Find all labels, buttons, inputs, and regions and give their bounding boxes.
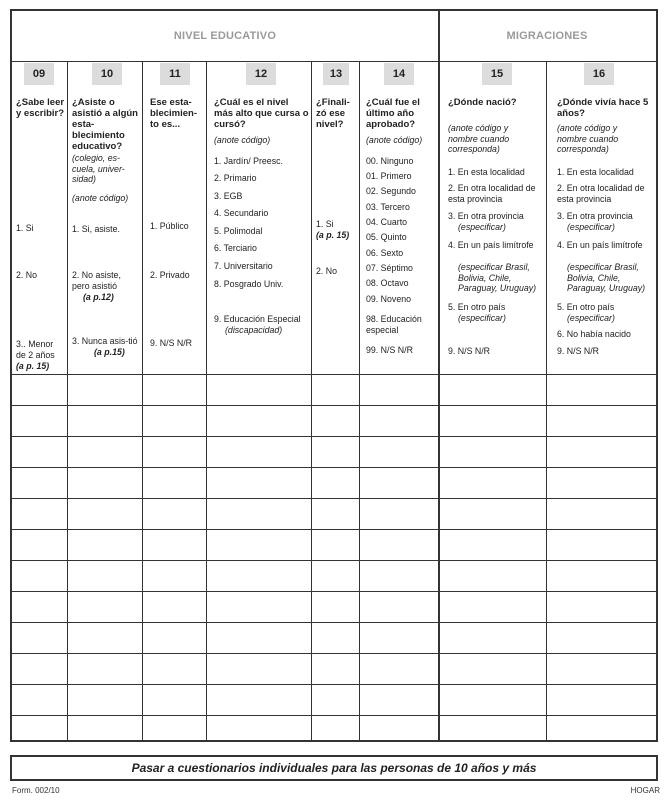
answer-row-line (12, 467, 656, 468)
option-14-05: 05. Quinto (366, 232, 407, 242)
header-divider (12, 61, 656, 62)
answer-row-line (12, 591, 656, 592)
option-14-98: 98. Educación especial (366, 314, 422, 335)
note-16-code: (anote código y nombre cuando corresponda) (557, 123, 619, 154)
option-14-07: 07. Séptimo (366, 263, 413, 273)
option-10-3: 3. Nunca asis-tió (72, 336, 138, 346)
option-12-1: 1. Jardín/ Preesc. (214, 156, 283, 166)
note-12-code: (anote código) (214, 135, 271, 145)
option-14-06: 06. Sexto (366, 248, 404, 258)
option-09-3: 3.. Menor de 2 años (16, 339, 55, 360)
skip-note-10-3: (a p.15) (94, 347, 125, 357)
column-divider (546, 61, 547, 740)
option-12-4: 4. Secundario (214, 208, 269, 218)
note-15-3: (especificar) (458, 222, 506, 232)
option-14-00: 00. Ninguno (366, 156, 414, 166)
option-11-1: 1. Público (150, 221, 189, 231)
note-15-code: (anote código y nombre cuando corresponda) (448, 123, 510, 154)
option-15-5: 5. En otro país (448, 302, 506, 312)
note-14-code: (anote código) (366, 135, 423, 145)
form-label: HOGAR (630, 786, 660, 795)
question-number-12: 12 (246, 63, 276, 85)
option-14-08: 08. Octavo (366, 278, 409, 288)
option-15-3: 3. En otra provincia (448, 211, 524, 221)
note-15-4: (especificar Brasil, Bolivia, Chile, Paraguay, Uruguay) (458, 262, 537, 293)
question-12: ¿Cuál es el nivel más alto que cursa o cursó? (214, 97, 309, 130)
instruction-banner: Pasar a cuestionarios individuales para las personas de 10 años y más (10, 755, 658, 781)
question-16: ¿Dónde vivía hace 5 años? (557, 97, 649, 119)
column-divider (142, 61, 143, 740)
answer-row-line (12, 529, 656, 530)
answer-row-line (12, 498, 656, 499)
option-12-8: 8. Posgrado Univ. (214, 279, 284, 289)
note-16-3: (especificar) (567, 222, 615, 232)
option-15-2: 2. En otra localidad de esta provincia (448, 183, 536, 204)
option-14-99: 99. N/S N/R (366, 345, 413, 355)
option-16-3: 3. En otra provincia (557, 211, 633, 221)
question-15: ¿Dónde nació? (448, 97, 517, 108)
answer-row-line (12, 715, 656, 716)
question-number-11: 11 (160, 63, 190, 85)
question-13: ¿Finali-zó ese nivel? (316, 97, 350, 130)
option-15-4: 4. En un país limítrofe (448, 240, 534, 250)
option-16-9: 9. N/S N/R (557, 346, 600, 356)
section-divider (438, 11, 440, 740)
form-id: Form. 002/10 (12, 786, 60, 795)
skip-note-09: (a p. 15) (16, 361, 50, 371)
column-divider (311, 61, 312, 740)
note-16-4: (especificar Brasil, Bolivia, Chile, Paraguay, Uruguay) (567, 262, 646, 293)
note-15-5: (especificar) (458, 313, 506, 323)
skip-note-10-2: (a p.12) (83, 292, 114, 302)
question-divider (12, 374, 656, 375)
option-16-5: 5. En otro país (557, 302, 615, 312)
skip-note-13: (a p. 15) (316, 230, 350, 240)
option-13-2: 2. No (316, 266, 338, 276)
question-11: Ese esta-blecimien-to es... (150, 97, 197, 130)
option-15-9: 9. N/S N/R (448, 346, 491, 356)
question-number-16: 16 (584, 63, 614, 85)
option-12-3: 3. EGB (214, 191, 243, 201)
questionnaire-form (10, 9, 658, 742)
option-14-09: 09. Noveno (366, 294, 411, 304)
section-nivel-educativo: NIVEL EDUCATIVO (173, 30, 277, 42)
option-12-6: 6. Terciario (214, 243, 257, 253)
question-09: ¿Sabe leer y escribir? (16, 97, 65, 119)
option-16-1: 1. En esta localidad (557, 167, 634, 177)
question-number-15: 15 (482, 63, 512, 85)
option-13-1: 1. Si (316, 219, 334, 229)
section-migraciones: MIGRACIONES (506, 30, 588, 42)
option-14-04: 04. Cuarto (366, 217, 408, 227)
option-10-1: 1. Si, asiste. (72, 224, 120, 234)
option-16-2: 2. En otra localidad de esta provincia (557, 183, 645, 204)
option-11-9: 9. N/S N/R (150, 338, 193, 348)
option-12-2: 2. Primario (214, 173, 257, 183)
note-12-9: (discapacidad) (225, 325, 283, 335)
question-number-13: 13 (323, 63, 349, 85)
column-divider (359, 61, 360, 740)
column-divider (206, 61, 207, 740)
option-14-02: 02. Segundo (366, 186, 416, 196)
note-16-5: (especificar) (567, 313, 615, 323)
answer-row-line (12, 653, 656, 654)
note-10-code: (anote código) (72, 193, 129, 203)
option-09-1: 1. Si (16, 223, 34, 233)
option-12-9: 9. Educación Especial (214, 314, 301, 324)
option-16-6: 6. No había nacido (557, 329, 631, 339)
answer-row-line (12, 436, 656, 437)
option-14-01: 01. Primero (366, 171, 412, 181)
note-10-examples: (colegio, es-cuela, univer-sidad) (72, 153, 125, 184)
answer-row-line (12, 405, 656, 406)
option-11-2: 2. Privado (150, 270, 190, 280)
question-14: ¿Cuál fue el último año aprobado? (366, 97, 420, 130)
question-number-10: 10 (92, 63, 122, 85)
answer-row-line (12, 684, 656, 685)
answer-row-line (12, 560, 656, 561)
answer-row-line (12, 622, 656, 623)
question-number-14: 14 (384, 63, 414, 85)
option-09-2: 2. No (16, 270, 38, 280)
option-16-4: 4. En un país limítrofe (557, 240, 643, 250)
option-12-7: 7. Universitario (214, 261, 273, 271)
option-14-03: 03. Tercero (366, 202, 410, 212)
option-15-1: 1. En esta localidad (448, 167, 525, 177)
question-number-09: 09 (24, 63, 54, 85)
question-10: ¿Asiste o asistió a algún esta-blecimiento educativo? (72, 97, 138, 152)
option-10-2: 2. No asiste, pero asistió (72, 270, 121, 291)
column-divider (67, 61, 68, 740)
option-12-5: 5. Polimodal (214, 226, 263, 236)
